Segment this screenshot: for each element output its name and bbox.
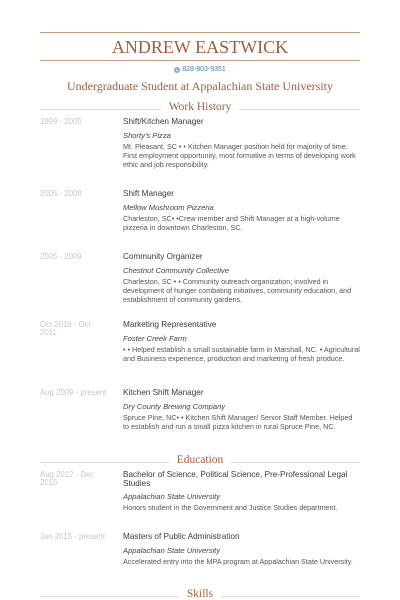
entry-description: Charleston, SC• •Crew member and Shift Manager at a high-volume pizzeria in downtown Charleston, SC. (123, 213, 340, 232)
entry-body (123, 471, 360, 512)
phone-number-link[interactable]: 828-803-9351 (182, 66, 226, 73)
entry-body (123, 190, 360, 232)
heading-rule-right (239, 109, 360, 110)
entry-body (123, 533, 360, 566)
entry-body (123, 321, 360, 363)
entry-body (123, 118, 360, 169)
header-rule-bottom (40, 60, 360, 61)
entry-description: • • Helped establish a small sustainable farm in Marshall, NC. • Agricultural and Business experience, production and marketing of fresh produce. (123, 344, 360, 363)
section-heading-skills (40, 588, 360, 600)
entry-body (123, 389, 360, 431)
entry-organization: Appalachian State University (123, 545, 221, 555)
work-entry (40, 253, 360, 304)
entry-organization: Appalachian State University (123, 492, 221, 501)
entry-organization: Shorty's Pizza (123, 130, 171, 140)
entry-description: Accelerated entry into the MPA program at Appalachian State University. (123, 556, 353, 566)
education-entry (40, 471, 360, 512)
header-rule-top (40, 32, 360, 33)
heading-rule-right (231, 462, 360, 463)
entry-dates: Aug 2012 - Dec 2015 (40, 470, 95, 487)
section-heading-work-history (40, 101, 360, 113)
phone-icon (174, 67, 180, 73)
entry-description: Spruce Pine, NC• • Kitchen Shift Manager/ Senior Staff Member. Helped to establish and run a small pizza kitchen in rural Spruce Pine, NC. (123, 412, 353, 431)
section-heading-education (40, 454, 360, 466)
entry-dates: 2005 - 2009 (40, 189, 82, 198)
entry-body (123, 253, 360, 304)
entry-title: Marketing Representative (123, 320, 217, 329)
entry-organization: Dry County Brewing Company (123, 401, 226, 411)
entry-organization: Mellow Mushroom Pizzeria (123, 202, 214, 212)
entry-title: Kitchen Shift Manager (123, 388, 204, 397)
entry-title: Shift/Kitchen Manager (123, 117, 204, 126)
education-entry (40, 533, 360, 566)
entry-dates: 1999 - 2005 (40, 117, 82, 126)
entry-title: Shift Manager (123, 189, 174, 198)
section-title: Work History (168, 101, 232, 113)
entry-organization: Chestnut Community Collective (123, 265, 229, 275)
heading-rule-left (40, 596, 179, 597)
work-entry (40, 190, 360, 232)
entry-dates: Aug 2009 - present (40, 388, 107, 397)
entry-organization: Foster Creek Farm (123, 333, 187, 343)
entry-title: Bachelor of Science, Political Science, Pre-Professional Legal Studies (123, 470, 348, 488)
section-title: Skills (186, 588, 214, 600)
entry-description: Charleston, SC • • Community outreach organization; involved in development of hunger combating initiatives, community education, and establishment of community gardens. (123, 276, 352, 304)
work-entry (40, 321, 360, 363)
entry-title: Community Organizer (123, 252, 203, 261)
entry-dates: Jan 2015 - present (40, 532, 106, 541)
candidate-name: ANDREW EASTWICK (111, 37, 289, 57)
work-entry (40, 118, 360, 169)
entry-dates: Oct 2010 - Oct 2011 (40, 320, 91, 337)
headline: Undergraduate Student at Appalachian State University (66, 79, 334, 93)
entry-description: Mt. Pleasant, SC • • Kitchen Manager position held for majority of time. First employment opportunity, most formative in terms of developing work ethic and job responsibility. (123, 141, 356, 169)
heading-rule-left (40, 109, 161, 110)
entry-description: Honors student in the Government and Justice Studies department. (123, 503, 338, 512)
entry-dates: 2005 - 2009 (40, 252, 82, 261)
section-title: Education (176, 454, 224, 466)
heading-rule-right (221, 596, 360, 597)
entry-title: Masters of Public Administration (123, 532, 240, 541)
work-entry (40, 389, 360, 431)
contact-row (0, 65, 400, 74)
heading-rule-left (40, 462, 169, 463)
